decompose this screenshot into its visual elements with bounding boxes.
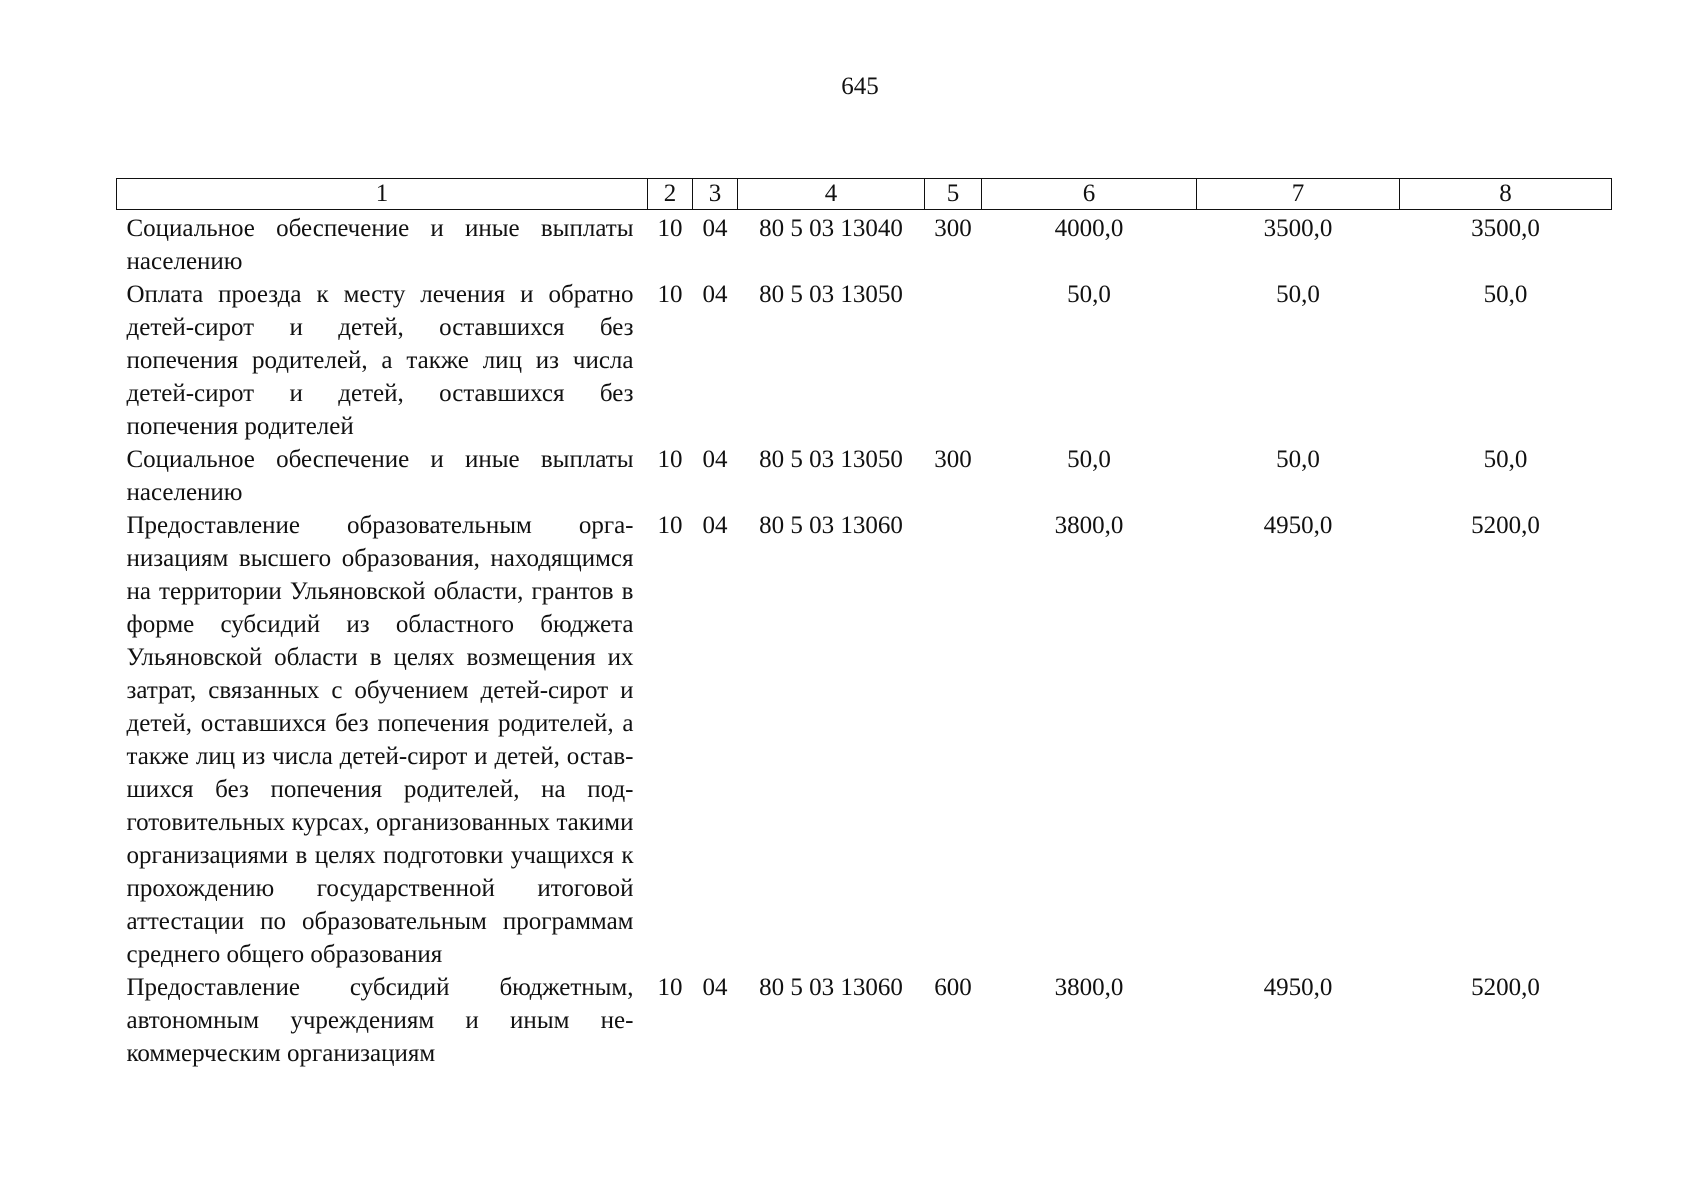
row-target-article: 80 5 03 13040 — [759, 215, 903, 242]
row-amount-col6: 4000,0 — [1054, 215, 1124, 242]
row-description: Социальное обеспечение и иные выплаты населению — [126, 215, 634, 275]
row-amount-col8: 3500,0 — [1471, 215, 1540, 242]
column-header: 8 — [1400, 179, 1612, 210]
column-header: 4 — [738, 179, 925, 210]
row-amount-col7: 3500,0 — [1263, 215, 1333, 242]
column-header: 7 — [1197, 179, 1400, 210]
row-target-article: 80 5 03 13060 — [759, 512, 903, 539]
row-section: 10 — [657, 281, 683, 308]
row-amount-col6: 50,0 — [1067, 281, 1111, 308]
column-header: 1 — [117, 179, 648, 210]
row-description: Оплата проезда к месту лечения и обратно детей-сирот и детей, оставшихся без попечения родителей, а также лиц из числа детей-сирот и детей, оставшихся без попечения родителей — [126, 281, 634, 440]
row-amount-col7: 50,0 — [1276, 281, 1320, 308]
row-amount-col6: 3800,0 — [1054, 974, 1124, 1001]
row-amount-col6: 50,0 — [1067, 446, 1111, 473]
row-section: 10 — [657, 215, 683, 242]
column-header: 5 — [925, 179, 982, 210]
row-expense-type: 300 — [934, 215, 972, 242]
row-section: 10 — [657, 512, 683, 539]
row-section: 10 — [657, 446, 683, 473]
row-expense-type: 300 — [934, 446, 972, 473]
page-number: 645 — [841, 73, 879, 100]
row-target-article: 80 5 03 13050 — [759, 446, 903, 473]
row-description: Предоставление субсидий бюджетным, автономным учреждениям и иным некоммерческим организациям — [126, 974, 634, 1067]
row-amount-col7: 50,0 — [1276, 446, 1320, 473]
table-header-row — [117, 179, 1612, 210]
row-subsection: 04 — [702, 512, 728, 539]
row-description: Социальное обеспечение и иные выплаты населению — [126, 446, 634, 506]
row-amount-col8: 50,0 — [1483, 281, 1528, 308]
row-amount-col8: 5200,0 — [1471, 974, 1540, 1001]
row-subsection: 04 — [702, 215, 728, 242]
row-amount-col6: 3800,0 — [1054, 512, 1124, 539]
row-expense-type — [925, 278, 982, 443]
row-subsection: 04 — [702, 974, 728, 1001]
row-subsection: 04 — [702, 281, 728, 308]
row-expense-type: 600 — [934, 974, 972, 1001]
row-section: 10 — [657, 974, 683, 1001]
budget-table — [116, 178, 1612, 1070]
column-header: 3 — [693, 179, 738, 210]
row-subsection: 04 — [702, 446, 728, 473]
table-row — [117, 443, 1612, 509]
row-amount-col7: 4950,0 — [1263, 512, 1333, 539]
table-row — [117, 509, 1612, 971]
table-row — [117, 971, 1612, 1070]
row-amount-col8: 5200,0 — [1471, 512, 1540, 539]
row-expense-type — [925, 509, 982, 971]
row-target-article: 80 5 03 13050 — [759, 281, 903, 308]
row-amount-col7: 4950,0 — [1263, 974, 1333, 1001]
row-target-article: 80 5 03 13060 — [759, 974, 903, 1001]
table-row — [117, 210, 1612, 279]
row-description: Предоставление образовательным организациям высшего образования, находящимся на территории Ульяновской области, грантов в форме субсидий из областного бюджета Ульяновской области в целях возмещения их затрат, связанных с обучением детей-сирот и детей, оставшихся без попечения родителей, а также лиц из числа детей-сирот и детей, оставшихся без попечения родителей, на подготовительных курсах, организованных такими организациями в целях подготовки учащихся к прохождению государственной итоговой аттестации по образовательным программам среднего общего образования — [126, 512, 634, 968]
table-row — [117, 278, 1612, 443]
column-header: 6 — [982, 179, 1197, 210]
row-amount-col8: 50,0 — [1483, 446, 1528, 473]
column-header: 2 — [648, 179, 693, 210]
